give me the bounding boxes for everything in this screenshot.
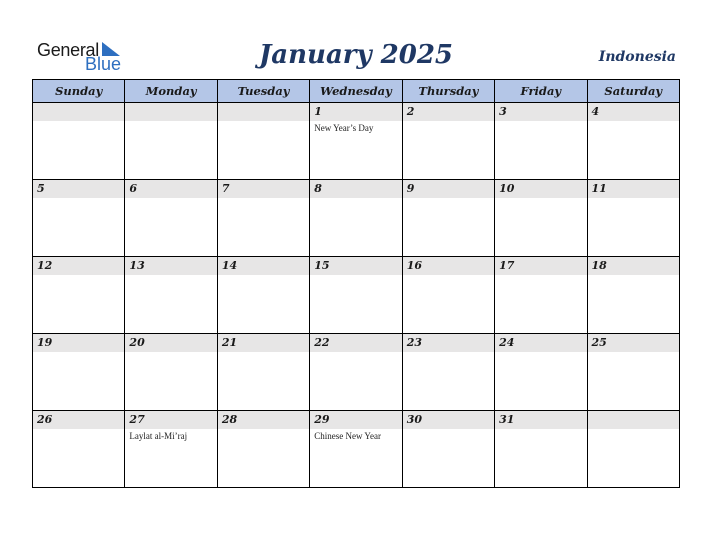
logo-word-blue: Blue bbox=[85, 54, 122, 74]
day-number: 13 bbox=[125, 257, 216, 275]
holiday-label: Chinese New Year bbox=[314, 431, 382, 441]
day-number: 29 bbox=[310, 411, 401, 429]
day-number: 6 bbox=[125, 180, 216, 198]
weekday-header: Friday bbox=[495, 80, 587, 103]
day-cell bbox=[495, 334, 587, 411]
day-number: 28 bbox=[218, 411, 309, 429]
day-cell bbox=[310, 334, 402, 411]
calendar-grid bbox=[32, 79, 680, 488]
day-cell bbox=[125, 180, 217, 257]
week-row bbox=[33, 257, 680, 334]
week-row bbox=[33, 334, 680, 411]
day-cell bbox=[402, 334, 494, 411]
day-cell bbox=[495, 180, 587, 257]
day-number: 9 bbox=[403, 180, 494, 198]
day-cell bbox=[587, 180, 679, 257]
day-number: 20 bbox=[125, 334, 216, 352]
day-cell bbox=[125, 334, 217, 411]
weekday-header: Sunday bbox=[33, 80, 125, 103]
day-cell bbox=[217, 103, 309, 180]
holiday-label: New Year’s Day bbox=[314, 123, 374, 133]
weekday-header: Monday bbox=[125, 80, 217, 103]
day-number: 10 bbox=[495, 180, 586, 198]
day-number: 23 bbox=[403, 334, 494, 352]
day-cell bbox=[495, 411, 587, 488]
day-number: 16 bbox=[403, 257, 494, 275]
day-number bbox=[218, 103, 309, 121]
week-row bbox=[33, 180, 680, 257]
day-number: 1 bbox=[310, 103, 401, 121]
day-number: 4 bbox=[588, 103, 679, 121]
day-cell bbox=[217, 334, 309, 411]
day-cell bbox=[587, 334, 679, 411]
day-number: 21 bbox=[218, 334, 309, 352]
day-cell bbox=[587, 103, 679, 180]
day-number: 2 bbox=[403, 103, 494, 121]
day-cell bbox=[402, 103, 494, 180]
day-number: 25 bbox=[588, 334, 679, 352]
weekday-header: Thursday bbox=[402, 80, 494, 103]
day-number: 14 bbox=[218, 257, 309, 275]
day-cell bbox=[587, 411, 679, 488]
calendar-title: January 2025 bbox=[258, 40, 454, 70]
logo-word-general: General bbox=[37, 40, 99, 60]
day-cell bbox=[33, 180, 125, 257]
day-number: 24 bbox=[495, 334, 586, 352]
day-number: 22 bbox=[310, 334, 401, 352]
holiday-label: Laylat al-Mi’raj bbox=[129, 431, 188, 441]
day-cell bbox=[33, 257, 125, 334]
weekday-header: Wednesday bbox=[310, 80, 402, 103]
day-cell bbox=[310, 103, 402, 180]
day-cell bbox=[495, 257, 587, 334]
day-number: 7 bbox=[218, 180, 309, 198]
day-number bbox=[125, 103, 216, 121]
weekday-header: Saturday bbox=[587, 80, 679, 103]
week-row bbox=[33, 411, 680, 488]
day-number: 3 bbox=[495, 103, 586, 121]
day-cell bbox=[217, 411, 309, 488]
day-number: 11 bbox=[588, 180, 679, 198]
day-cell bbox=[402, 257, 494, 334]
day-cell bbox=[33, 103, 125, 180]
calendar-body bbox=[33, 103, 680, 488]
day-cell bbox=[310, 180, 402, 257]
day-cell bbox=[402, 411, 494, 488]
day-number: 15 bbox=[310, 257, 401, 275]
day-number: 27 bbox=[125, 411, 216, 429]
day-number bbox=[588, 411, 679, 429]
day-cell bbox=[402, 180, 494, 257]
day-number: 18 bbox=[588, 257, 679, 275]
day-number bbox=[33, 103, 124, 121]
day-number: 5 bbox=[33, 180, 124, 198]
day-number: 8 bbox=[310, 180, 401, 198]
country-label: Indonesia bbox=[598, 49, 676, 65]
day-cell bbox=[125, 257, 217, 334]
weekday-header-row bbox=[33, 80, 680, 103]
weekday-header: Tuesday bbox=[217, 80, 309, 103]
day-cell bbox=[310, 411, 402, 488]
day-number: 12 bbox=[33, 257, 124, 275]
day-cell bbox=[217, 257, 309, 334]
day-number: 30 bbox=[403, 411, 494, 429]
day-cell bbox=[33, 334, 125, 411]
week-row bbox=[33, 103, 680, 180]
day-cell bbox=[495, 103, 587, 180]
day-cell bbox=[587, 257, 679, 334]
day-cell bbox=[310, 257, 402, 334]
day-cell bbox=[33, 411, 125, 488]
day-number: 17 bbox=[495, 257, 586, 275]
day-cell bbox=[125, 103, 217, 180]
day-cell bbox=[125, 411, 217, 488]
day-number: 26 bbox=[33, 411, 124, 429]
day-cell bbox=[217, 180, 309, 257]
day-number: 19 bbox=[33, 334, 124, 352]
day-number: 31 bbox=[495, 411, 586, 429]
